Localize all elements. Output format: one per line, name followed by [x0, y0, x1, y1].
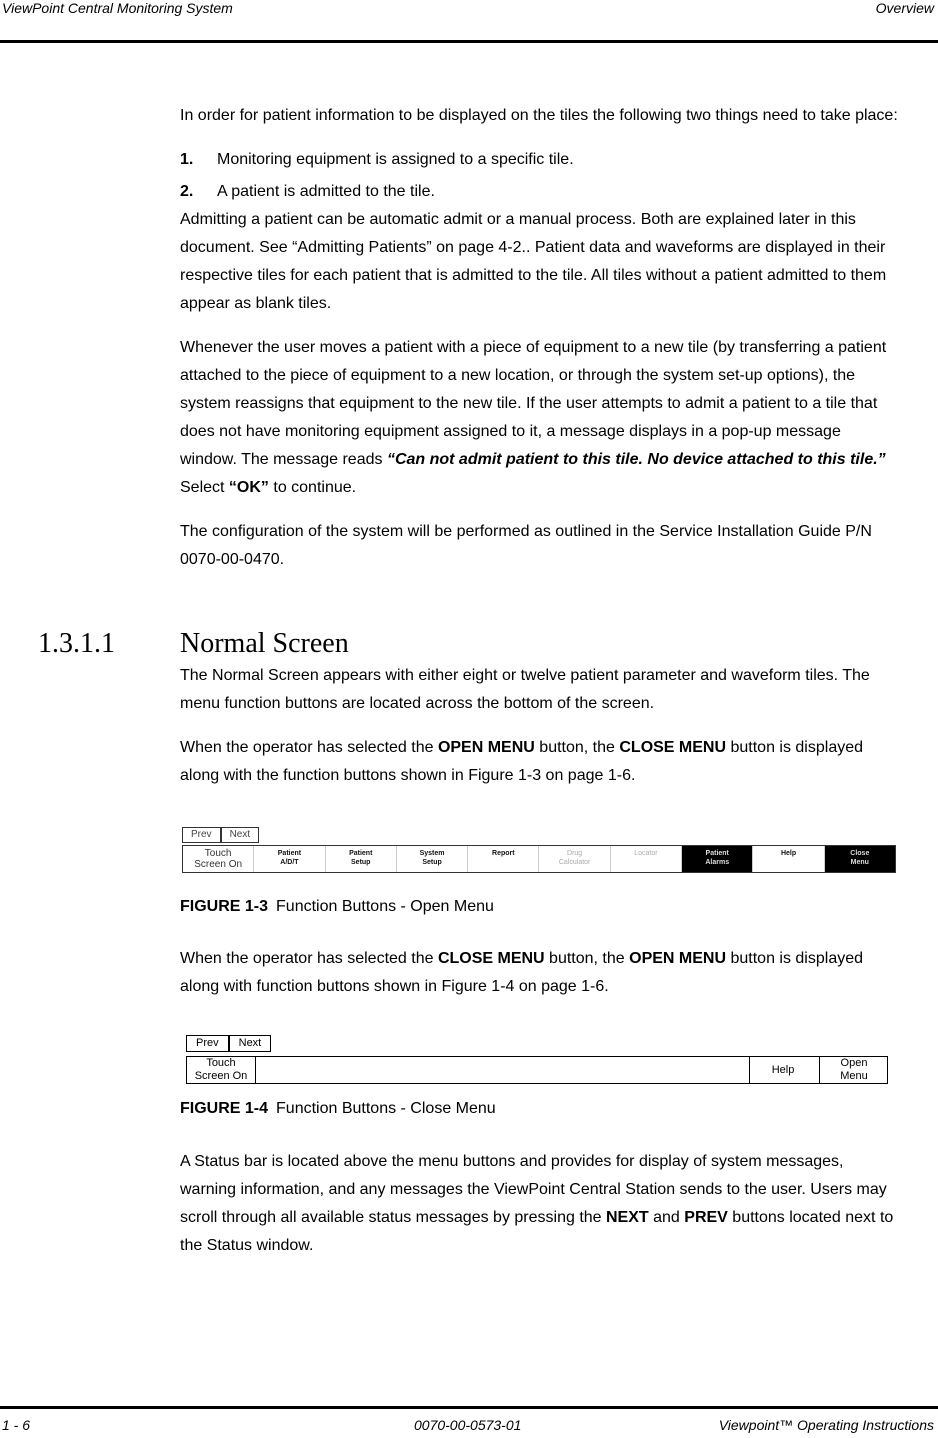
list-text: Monitoring equipment is assigned to a specific tile. — [217, 151, 574, 168]
btn-line: Menu — [850, 859, 869, 866]
next-button[interactable]: Next — [229, 1035, 272, 1052]
header-title: ViewPoint Central Monitoring System — [2, 0, 233, 16]
figure-label: FIGURE 1-3 — [180, 898, 269, 915]
header-section: Overview — [875, 0, 934, 16]
btn-line: Screen On — [194, 1070, 248, 1082]
btn-line: System — [419, 850, 445, 857]
document-number: 0070-00-0573-01 — [414, 1417, 522, 1433]
function-button-row — [186, 1056, 888, 1084]
btn-line: Locator — [634, 850, 658, 857]
open-menu-button[interactable] — [819, 1057, 888, 1083]
list-item — [180, 178, 898, 206]
btn-line: Patient — [705, 850, 729, 857]
btn-line: Patient — [277, 850, 302, 857]
move-text: to continue. — [268, 479, 357, 496]
figure-1-3 — [182, 827, 896, 873]
btn-line: Help — [780, 850, 797, 857]
para-text: button, the — [534, 739, 620, 756]
error-message-text: “Can not admit patient to this tile. No device attached to this tile.” — [386, 451, 886, 468]
para-text: button is displayed along with function buttons shown in Figure 1-4 on page 1-6. — [180, 950, 864, 995]
prev-text: PREV — [684, 1209, 728, 1226]
para-text: button is displayed along with the function buttons shown in Figure 1-3 on page 1-6. — [180, 739, 864, 784]
normal-paragraph: The Normal Screen appears with either eight or twelve patient parameter and waveform tiles. The menu function buttons are located across the bottom of the screen. — [180, 667, 870, 712]
list-item — [180, 146, 898, 174]
page-footer — [0, 1406, 938, 1438]
patient-setup-button[interactable] — [326, 846, 397, 872]
status-paragraph — [180, 1148, 898, 1260]
btn-line: Setup — [351, 859, 371, 866]
list-number: 1. — [180, 151, 194, 168]
open-menu-text: OPEN MENU — [437, 739, 535, 756]
normal-screen-block — [180, 662, 898, 790]
section-number: 1.3.1.1 — [38, 628, 115, 659]
move-text: Select — [180, 479, 229, 496]
para-text: and — [648, 1209, 685, 1226]
locator-button[interactable] — [611, 846, 682, 872]
move-paragraph — [180, 334, 898, 502]
open-menu-paragraph — [180, 734, 898, 790]
figure-1-4 — [186, 1035, 888, 1085]
para-text: When the operator has selected the — [180, 739, 438, 756]
report-button[interactable] — [468, 846, 539, 872]
close-menu-block — [180, 945, 898, 1001]
status-nav — [182, 827, 259, 843]
system-setup-button[interactable] — [397, 846, 468, 872]
patient-alarms-button[interactable] — [682, 846, 753, 872]
btn-line: Screen On — [194, 859, 243, 870]
figure-caption-text: Function Buttons - Close Menu — [276, 1100, 496, 1117]
config-paragraph: The configuration of the system will be performed as outlined in the Service Installation Guide P/N 0070-00-0470. — [180, 523, 872, 568]
btn-line: Menu — [840, 1070, 868, 1082]
para-text: A Status bar is located above the menu buttons and provides for display of system messages, warning information, and any messages the ViewPoint Central Station sends to the user. Users may scroll through all available status messages by pressing the — [180, 1153, 887, 1226]
btn-line: Report — [492, 850, 515, 857]
btn-line: Touch — [204, 848, 232, 859]
btn-line: Open — [840, 1057, 868, 1069]
open-menu-text: OPEN MENU — [629, 950, 727, 967]
drug-calculator-button[interactable] — [539, 846, 610, 872]
touch-screen-button[interactable] — [187, 1057, 256, 1083]
close-menu-text: CLOSE MENU — [437, 950, 545, 967]
figure-label: FIGURE 1-4 — [180, 1100, 269, 1117]
move-text: Whenever the user moves a patient with a piece of equipment to a new tile (by transferring a patient attached to the piece of equipment to a new location, or through the system set-up options), the system reassigns that equipment to the new tile. If the user attempts to admit a patient to a tile that does not have monitoring equipment assigned to it, a message displays in a pop-up message window. The message reads — [180, 339, 887, 468]
para-text: When the operator has selected the — [180, 950, 438, 967]
close-menu-paragraph — [180, 945, 898, 1001]
next-text: NEXT — [606, 1209, 649, 1226]
page-number: 1 - 6 — [2, 1417, 31, 1433]
btn-line: Drug — [567, 850, 583, 857]
list-number: 2. — [180, 183, 194, 200]
intro-block — [180, 102, 898, 574]
page-header — [0, 0, 938, 43]
admit-paragraph: Admitting a patient can be automatic admit or a manual process. Both are explained later in this document. See “Admitting Patients” on page 4-2.. Patient data and waveforms are displayed in their respective tiles for each patient that is admitted to the tile. All tiles without a patient admitted to them appear as blank tiles. — [180, 211, 887, 312]
close-menu-button[interactable] — [825, 846, 895, 872]
help-button[interactable]: Help — [749, 1057, 816, 1083]
ok-text: “OK” — [228, 479, 269, 496]
btn-line: Setup — [422, 859, 442, 866]
prev-button[interactable]: Prev — [186, 1035, 229, 1052]
list-text: A patient is admitted to the tile. — [217, 183, 435, 200]
btn-line: A/D/T — [280, 859, 299, 866]
para-text: button, the — [544, 950, 630, 967]
btn-line: Touch — [206, 1057, 236, 1069]
btn-line: Alarms — [705, 859, 730, 866]
figure-caption-text: Function Buttons - Open Menu — [276, 898, 494, 915]
next-button[interactable]: Next — [221, 827, 260, 843]
touch-screen-button[interactable] — [183, 846, 254, 872]
close-menu-text: CLOSE MENU — [619, 739, 727, 756]
document-title: Viewpoint™ Operating Instructions — [718, 1417, 934, 1433]
figure-1-4-caption — [180, 1100, 496, 1118]
section-title: Normal Screen — [180, 628, 349, 659]
prev-button[interactable]: Prev — [182, 827, 221, 843]
btn-line: Close — [850, 850, 870, 857]
btn-line: Calculator — [558, 859, 591, 866]
patient-adt-button[interactable] — [254, 846, 325, 872]
figure-1-3-caption — [180, 898, 494, 916]
btn-line: Patient — [349, 850, 373, 857]
para-text: buttons located next to the Status window. — [180, 1209, 894, 1254]
help-button[interactable] — [753, 846, 824, 872]
status-nav — [186, 1035, 271, 1052]
function-button-row — [182, 845, 896, 873]
status-block — [180, 1148, 898, 1260]
intro-paragraph: In order for patient information to be displayed on the tiles the following two things need to take place: — [180, 107, 898, 124]
